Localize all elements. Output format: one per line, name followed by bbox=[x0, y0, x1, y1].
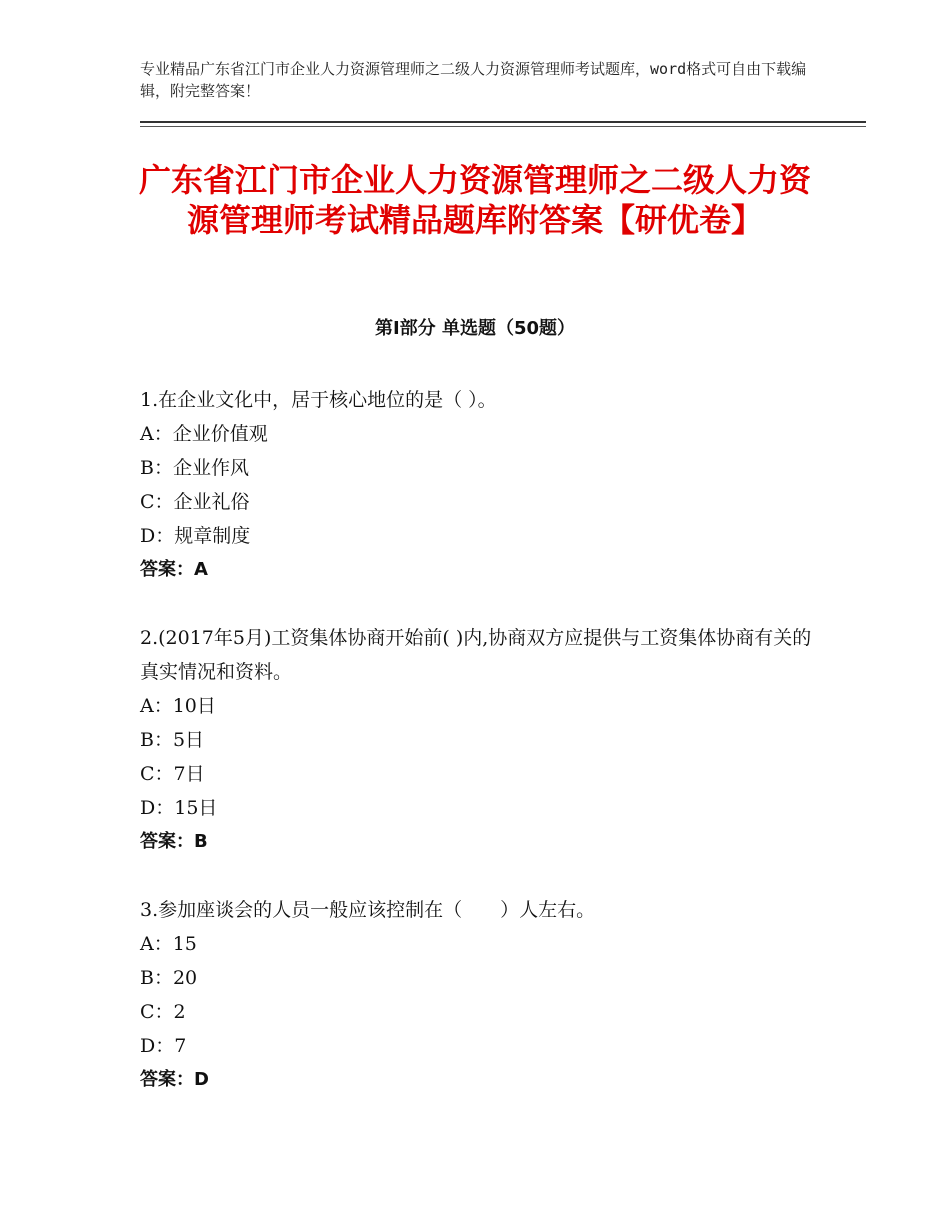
question-list bbox=[140, 383, 820, 1131]
option-c: C：企业礼俗 bbox=[140, 491, 250, 513]
document-title: 广东省江门市企业人力资源管理师之二级人力资源管理师考试精品题库附答案【研优卷】 bbox=[138, 161, 811, 239]
question-stem: 1.在企业文化中，居于核心地位的是（ ）。 bbox=[140, 389, 497, 411]
option-b: B：企业作风 bbox=[140, 457, 249, 479]
header-divider bbox=[140, 121, 866, 123]
option-a: A：10日 bbox=[140, 695, 216, 717]
question-2 bbox=[140, 621, 820, 859]
option-a: A：15 bbox=[140, 933, 197, 955]
option-b: B：5日 bbox=[140, 729, 205, 751]
question-stem: 2.(2017年5月)工资集体协商开始前( )内,协商双方应提供与工资集体协商有关的真实情况和资料。 bbox=[140, 627, 812, 683]
answer: 答案：B bbox=[140, 831, 208, 852]
option-d: D：规章制度 bbox=[140, 525, 251, 547]
header-divider-thin bbox=[140, 126, 866, 127]
answer: 答案：A bbox=[140, 559, 208, 580]
question-1 bbox=[140, 383, 820, 587]
answer: 答案：D bbox=[140, 1069, 209, 1090]
header-note: 专业精品广东省江门市企业人力资源管理师之二级人力资源管理师考试题库，word格式可自由下载编辑，附完整答案！ bbox=[140, 60, 807, 100]
option-c: C：2 bbox=[140, 1001, 186, 1023]
option-c: C：7日 bbox=[140, 763, 205, 785]
option-d: D：15日 bbox=[140, 797, 218, 819]
section-heading: 第Ⅰ部分 单选题（50题） bbox=[374, 318, 575, 339]
option-d: D：7 bbox=[140, 1035, 187, 1057]
question-stem: 3.参加座谈会的人员一般应该控制在（ ）人左右。 bbox=[140, 899, 596, 921]
option-b: B：20 bbox=[140, 967, 198, 989]
option-a: A：企业价值观 bbox=[140, 423, 268, 445]
question-3 bbox=[140, 893, 820, 1097]
